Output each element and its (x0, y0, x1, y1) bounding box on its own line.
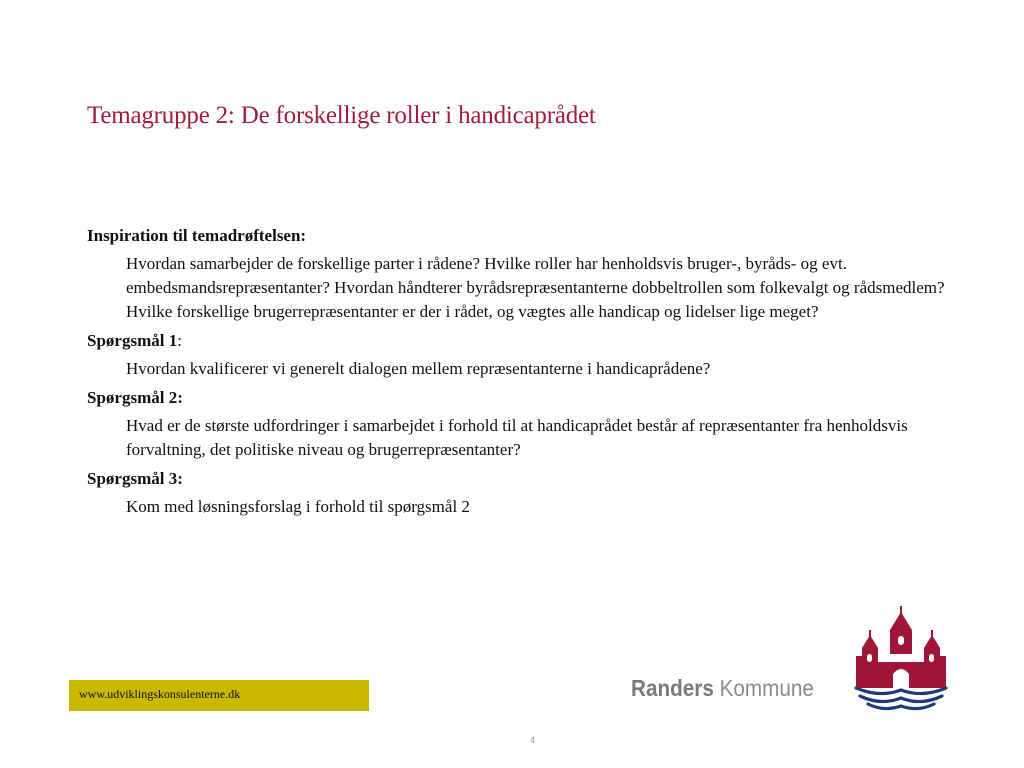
slide-title: Temagruppe 2: De forskellige roller i handicaprådet (87, 102, 596, 129)
inspiration-text: Hvordan samarbejder de forskellige parter i rådene? Hvilke roller har henholdsvis bruger-, byråds- og evt. embedsmandsrepræsentanter? Hvordan håndterer byrådsrepræsentanterne dobbeltrollen som folkevalgt og rådsmedlem? Hvilke forskellige brugerrepræsentanter er der i rådet, og vægtes alle handicap og lidelser lige meget? (126, 254, 945, 321)
question-1-text: Hvordan kvalificerer vi generelt dialogen mellem repræsentanterne i handicaprådene? (126, 359, 711, 378)
slide-content (87, 224, 947, 524)
question-2-heading: Spørgsmål 2: (87, 388, 183, 407)
brand-name-bold: Randers (631, 675, 714, 701)
question-1-colon: : (177, 331, 182, 350)
randers-crest-icon (852, 604, 948, 714)
page-number: 4 (530, 735, 536, 745)
question-3-heading: Spørgsmål 3: (87, 469, 183, 488)
inspiration-heading: Inspiration til temadrøftelsen: (87, 226, 307, 245)
question-1-label: Spørgsmål 1 (87, 331, 178, 350)
question-3-text: Kom med løsningsforslag i forhold til spørgsmål 2 (126, 497, 470, 516)
brand-name-light: Kommune (719, 675, 814, 701)
brand-name (631, 675, 814, 702)
question-1-heading (87, 329, 947, 353)
footer-url-link[interactable]: www.udviklingskonsulenterne.dk (79, 687, 241, 701)
question-2-text: Hvad er de største udfordringer i samarbejdet i forhold til at handicaprådet består af repræsentanter fra henholdsvis forvaltning, det politiske niveau og brugerrepræsentanter? (126, 416, 908, 459)
footer-url-bar (69, 680, 369, 711)
